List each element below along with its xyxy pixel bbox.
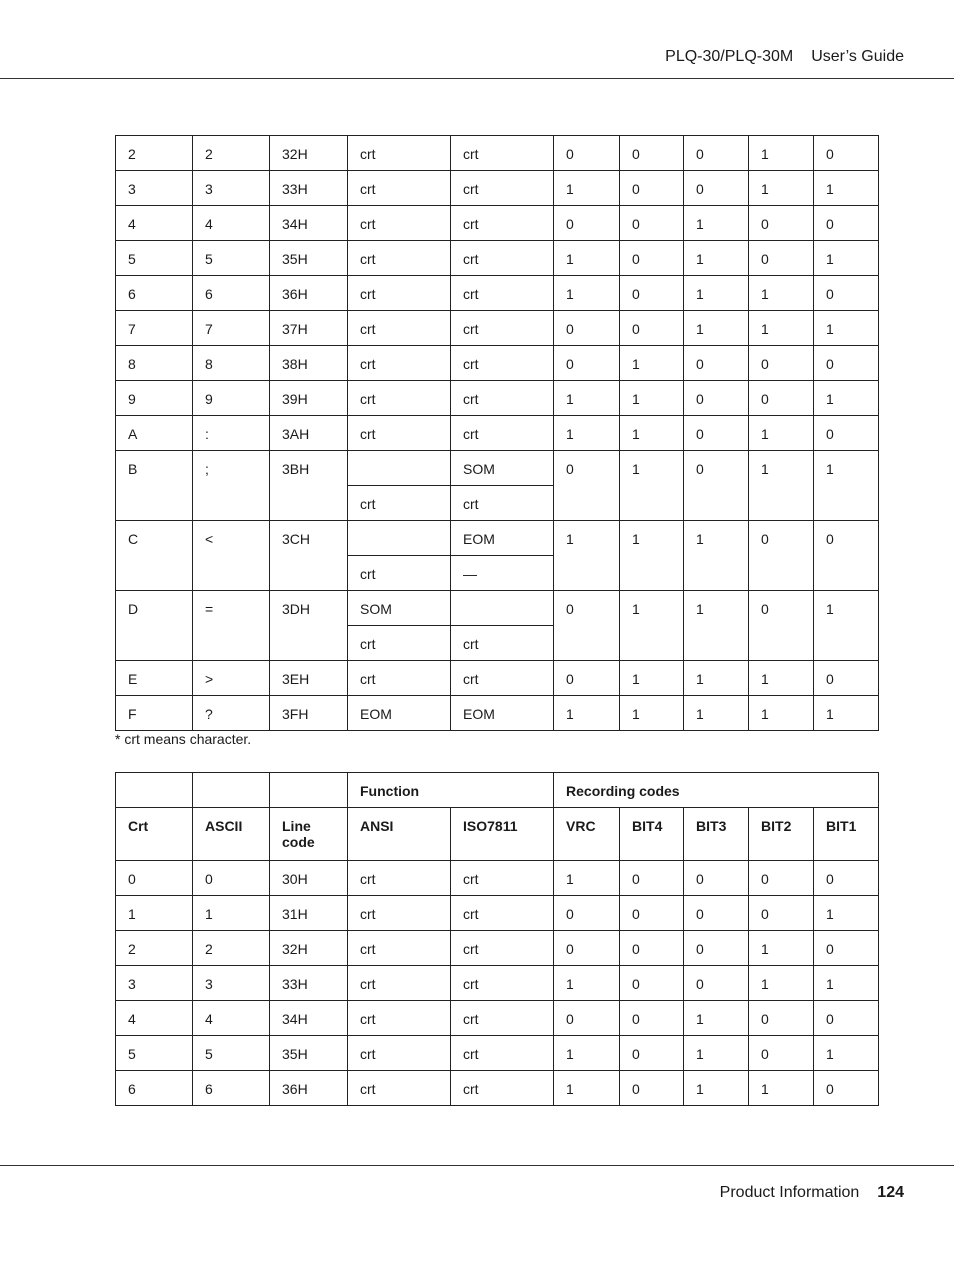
table-cell: 0 [620, 1071, 684, 1106]
table-cell: 0 [116, 861, 193, 896]
table-cell: 1 [749, 416, 814, 451]
table-row [116, 171, 879, 206]
table-cell: 3 [116, 966, 193, 1001]
table-cell: 1 [684, 1001, 749, 1036]
table-row [116, 696, 879, 731]
table-cell: 0 [814, 1071, 879, 1106]
table-cell: 0 [814, 276, 879, 311]
table-cell: 0 [554, 311, 620, 346]
table-cell: 35H [270, 1036, 348, 1071]
table-cell: 2 [193, 931, 270, 966]
table-cell: crt [348, 556, 451, 591]
table-cell: 6 [116, 1071, 193, 1106]
empty-header-cell [193, 773, 270, 808]
table-row [116, 966, 879, 1001]
table-cell: 0 [814, 1001, 879, 1036]
table-cell: 1 [749, 661, 814, 696]
table-cell: 36H [270, 276, 348, 311]
table-cell: 1 [620, 661, 684, 696]
table-cell: 1 [620, 591, 684, 661]
table-cell: 0 [554, 346, 620, 381]
table-cell: 1 [554, 416, 620, 451]
table-cell: crt [451, 311, 554, 346]
table-cell: 1 [814, 381, 879, 416]
table-cell: 0 [684, 931, 749, 966]
table-cell: crt [348, 311, 451, 346]
col-header-ascii: ASCII [193, 808, 270, 861]
table-cell: > [193, 661, 270, 696]
col-header-bit4: BIT4 [620, 808, 684, 861]
table-row [116, 381, 879, 416]
table-cell: 0 [620, 966, 684, 1001]
table-cell: 1 [684, 1071, 749, 1106]
table-cell: 1 [684, 591, 749, 661]
table-cell: crt [451, 486, 554, 521]
table-cell: SOM [348, 591, 451, 626]
table-cell: 0 [620, 931, 684, 966]
table-row [116, 661, 879, 696]
table-cell: 4 [193, 1001, 270, 1036]
table-cell: : [193, 416, 270, 451]
table-cell: 0 [684, 171, 749, 206]
table-cell: 0 [554, 136, 620, 171]
table-cell: 1 [749, 276, 814, 311]
table-row [116, 241, 879, 276]
table-cell: crt [348, 241, 451, 276]
table-row [116, 311, 879, 346]
table-cell: 1 [620, 416, 684, 451]
table-row [116, 1001, 879, 1036]
col-header-ansi: ANSI [348, 808, 451, 861]
table-cell: 0 [684, 896, 749, 931]
table-cell: 2 [193, 136, 270, 171]
table-cell: 0 [749, 896, 814, 931]
table-cell: crt [348, 276, 451, 311]
table-cell: 33H [270, 966, 348, 1001]
table-cell: 1 [684, 1036, 749, 1071]
table-cell: 0 [620, 241, 684, 276]
table-cell: crt [348, 171, 451, 206]
table-cell: 3 [116, 171, 193, 206]
table-cell: 0 [620, 276, 684, 311]
table-cell: 1 [814, 591, 879, 661]
col-header-crt: Crt [116, 808, 193, 861]
table-cell: < [193, 521, 270, 591]
table-note: * crt means character. [115, 731, 252, 747]
table-cell: 5 [116, 1036, 193, 1071]
table-cell: 1 [554, 241, 620, 276]
header-guide: User’s Guide [811, 48, 904, 65]
table-cell: crt [451, 416, 554, 451]
table-cell: crt [451, 626, 554, 661]
table-cell [451, 591, 554, 626]
table-cell: 2 [116, 136, 193, 171]
table-cell: 3AH [270, 416, 348, 451]
table-cell: ? [193, 696, 270, 731]
table-row [116, 521, 879, 556]
footer-rule [0, 1165, 954, 1166]
table-cell: 1 [116, 896, 193, 931]
table-cell: 4 [116, 1001, 193, 1036]
table-cell: 3BH [270, 451, 348, 521]
table-cell: B [116, 451, 193, 521]
table-cell: 6 [193, 1071, 270, 1106]
col-header-vrc: VRC [554, 808, 620, 861]
table-row [116, 861, 879, 896]
table-cell [348, 521, 451, 556]
table-cell: 0 [749, 861, 814, 896]
table-cell: 36H [270, 1071, 348, 1106]
table-cell: crt [451, 381, 554, 416]
table-cell: D [116, 591, 193, 661]
table-cell: crt [451, 931, 554, 966]
table-cell: 1 [814, 696, 879, 731]
table-cell: 1 [554, 861, 620, 896]
table-cell: 4 [193, 206, 270, 241]
table-cell: crt [451, 206, 554, 241]
table-cell: 30H [270, 861, 348, 896]
table-cell: crt [451, 171, 554, 206]
table-row [116, 931, 879, 966]
table-cell: 39H [270, 381, 348, 416]
table-cell: 1 [684, 311, 749, 346]
table-row [116, 591, 879, 626]
table-cell: 1 [554, 381, 620, 416]
table-cell: 1 [620, 346, 684, 381]
table-cell: 0 [620, 1001, 684, 1036]
table-cell: 1 [684, 661, 749, 696]
table-cell: C [116, 521, 193, 591]
table-cell: crt [451, 346, 554, 381]
table-cell: 1 [684, 696, 749, 731]
table-cell: 1 [684, 276, 749, 311]
table-cell: 3CH [270, 521, 348, 591]
table-cell: 6 [193, 276, 270, 311]
table-row [116, 136, 879, 171]
table-cell: SOM [451, 451, 554, 486]
table-row [116, 346, 879, 381]
table-cell: 8 [116, 346, 193, 381]
table-cell: 0 [814, 416, 879, 451]
code-table-continued [115, 135, 879, 731]
empty-header-cell [116, 773, 193, 808]
col-header-bit3: BIT3 [684, 808, 749, 861]
table-row [116, 206, 879, 241]
table-cell: 0 [554, 1001, 620, 1036]
table-cell: 35H [270, 241, 348, 276]
table-cell: 1 [684, 206, 749, 241]
table-cell: 1 [749, 966, 814, 1001]
table-cell: 0 [554, 931, 620, 966]
col-header-iso7811: ISO7811 [451, 808, 554, 861]
table-cell: crt [451, 896, 554, 931]
table-cell: 6 [116, 276, 193, 311]
table-cell: 0 [749, 591, 814, 661]
table-cell: 1 [554, 1036, 620, 1071]
table-cell: 37H [270, 311, 348, 346]
header-rule [0, 78, 954, 79]
code-table [115, 772, 879, 1106]
table-cell: 1 [814, 1036, 879, 1071]
table-cell: 0 [684, 451, 749, 521]
table-cell: 1 [554, 696, 620, 731]
table-row [116, 451, 879, 486]
table-cell: 1 [193, 896, 270, 931]
table-cell: 1 [814, 311, 879, 346]
table-cell: 1 [684, 521, 749, 591]
table-cell: 34H [270, 206, 348, 241]
table-cell: 38H [270, 346, 348, 381]
table-cell: 1 [554, 521, 620, 591]
table-cell: 1 [814, 966, 879, 1001]
table-cell: crt [451, 661, 554, 696]
table-cell: crt [451, 136, 554, 171]
table-cell: = [193, 591, 270, 661]
table-row [116, 276, 879, 311]
table-cell: 1 [749, 311, 814, 346]
table-cell: EOM [451, 696, 554, 731]
table-cell: ; [193, 451, 270, 521]
table-cell: 31H [270, 896, 348, 931]
table-cell: 4 [116, 206, 193, 241]
table-cell: 1 [814, 171, 879, 206]
function-group-header: Function [348, 773, 554, 808]
table-cell: 0 [814, 931, 879, 966]
table-cell: crt [348, 486, 451, 521]
table-cell: 5 [193, 241, 270, 276]
table-cell: 8 [193, 346, 270, 381]
table-cell: 5 [116, 241, 193, 276]
table-cell: 1 [620, 696, 684, 731]
table-cell: 1 [749, 171, 814, 206]
table-cell: E [116, 661, 193, 696]
table-cell: 1 [554, 171, 620, 206]
table-cell: 0 [620, 311, 684, 346]
table-cell: 0 [814, 346, 879, 381]
table-cell: crt [348, 206, 451, 241]
recording-codes-group-header: Recording codes [554, 773, 879, 808]
table-cell: 0 [554, 451, 620, 521]
table-cell: crt [451, 966, 554, 1001]
table-cell: 0 [554, 591, 620, 661]
table-row [116, 1071, 879, 1106]
table-cell: crt [451, 1071, 554, 1106]
col-header-bit2: BIT2 [749, 808, 814, 861]
table-cell: 0 [193, 861, 270, 896]
table-cell: 33H [270, 171, 348, 206]
table-cell: 0 [554, 661, 620, 696]
table-cell: 0 [684, 136, 749, 171]
table-cell: crt [451, 1036, 554, 1071]
table-cell: 0 [814, 521, 879, 591]
table-cell: crt [348, 1071, 451, 1106]
table-cell: 3EH [270, 661, 348, 696]
table-cell: F [116, 696, 193, 731]
table-cell: crt [451, 1001, 554, 1036]
table-cell: 0 [749, 241, 814, 276]
table-cell: 1 [749, 1071, 814, 1106]
table-cell: 32H [270, 931, 348, 966]
table-cell: 0 [620, 861, 684, 896]
table-cell: 1 [814, 241, 879, 276]
table-cell: 3FH [270, 696, 348, 731]
table-cell: 1 [620, 451, 684, 521]
table-cell: 3 [193, 171, 270, 206]
table-cell: 0 [749, 521, 814, 591]
table-cell: 1 [554, 966, 620, 1001]
table-cell: 0 [814, 861, 879, 896]
table-cell: crt [348, 136, 451, 171]
table-cell: crt [348, 1001, 451, 1036]
table-cell: crt [451, 276, 554, 311]
table-cell: 0 [749, 346, 814, 381]
table-cell: 3 [193, 966, 270, 1001]
table-cell: 1 [749, 451, 814, 521]
table-cell: 0 [749, 1001, 814, 1036]
table-cell: 5 [193, 1036, 270, 1071]
table-column-header-row [116, 808, 879, 861]
table-cell: 9 [116, 381, 193, 416]
table-cell: EOM [348, 696, 451, 731]
table-cell: crt [348, 1036, 451, 1071]
table-cell: 3DH [270, 591, 348, 661]
table-cell: crt [348, 861, 451, 896]
table-cell: 0 [684, 861, 749, 896]
table-cell: 1 [749, 931, 814, 966]
table-cell: crt [348, 931, 451, 966]
table-cell: 0 [749, 381, 814, 416]
table-cell: 9 [193, 381, 270, 416]
table-cell: 7 [193, 311, 270, 346]
table-cell: 0 [554, 896, 620, 931]
table-row [116, 416, 879, 451]
col-header-bit1: BIT1 [814, 808, 879, 861]
page-header [665, 48, 904, 66]
table-cell: crt [348, 966, 451, 1001]
table-cell: crt [348, 896, 451, 931]
table-cell: 2 [116, 931, 193, 966]
table-cell: crt [348, 381, 451, 416]
table-cell: crt [348, 661, 451, 696]
table-cell: 0 [814, 206, 879, 241]
table-cell: 0 [684, 966, 749, 1001]
table-cell: 0 [620, 171, 684, 206]
table-cell: — [451, 556, 554, 591]
table-cell: crt [348, 346, 451, 381]
table-cell: 1 [814, 896, 879, 931]
table-cell: 1 [554, 276, 620, 311]
table-cell: 0 [684, 416, 749, 451]
table-cell: crt [451, 861, 554, 896]
table-cell: crt [348, 626, 451, 661]
table-cell: 1 [749, 136, 814, 171]
table-cell: 0 [554, 206, 620, 241]
empty-header-cell [270, 773, 348, 808]
table-cell [348, 451, 451, 486]
table-cell: 0 [684, 381, 749, 416]
page-number: 124 [877, 1184, 904, 1201]
table-cell: 0 [684, 346, 749, 381]
table-row [116, 1036, 879, 1071]
table-cell: 0 [620, 1036, 684, 1071]
table-cell: 0 [620, 136, 684, 171]
table-cell: 7 [116, 311, 193, 346]
table-cell: 1 [684, 241, 749, 276]
table-cell: EOM [451, 521, 554, 556]
footer-section: Product Information [719, 1184, 860, 1201]
table-cell: 0 [749, 1036, 814, 1071]
table-cell: 1 [620, 381, 684, 416]
table-row [116, 896, 879, 931]
table-cell: 0 [749, 206, 814, 241]
table-cell: 32H [270, 136, 348, 171]
table-cell: 1 [814, 451, 879, 521]
table-cell: 0 [620, 896, 684, 931]
table-cell: 0 [814, 661, 879, 696]
page-footer [720, 1184, 904, 1202]
table-cell: 1 [620, 521, 684, 591]
table-cell: 0 [620, 206, 684, 241]
table-cell: 1 [749, 696, 814, 731]
table-cell: 34H [270, 1001, 348, 1036]
table-group-header-row [116, 773, 879, 808]
col-header-line-code: Line code [270, 808, 348, 861]
table-cell: 1 [554, 1071, 620, 1106]
table-cell: A [116, 416, 193, 451]
table-cell: 0 [814, 136, 879, 171]
table-cell: crt [348, 416, 451, 451]
table-cell: crt [451, 241, 554, 276]
header-model: PLQ-30/PLQ-30M [665, 48, 794, 65]
